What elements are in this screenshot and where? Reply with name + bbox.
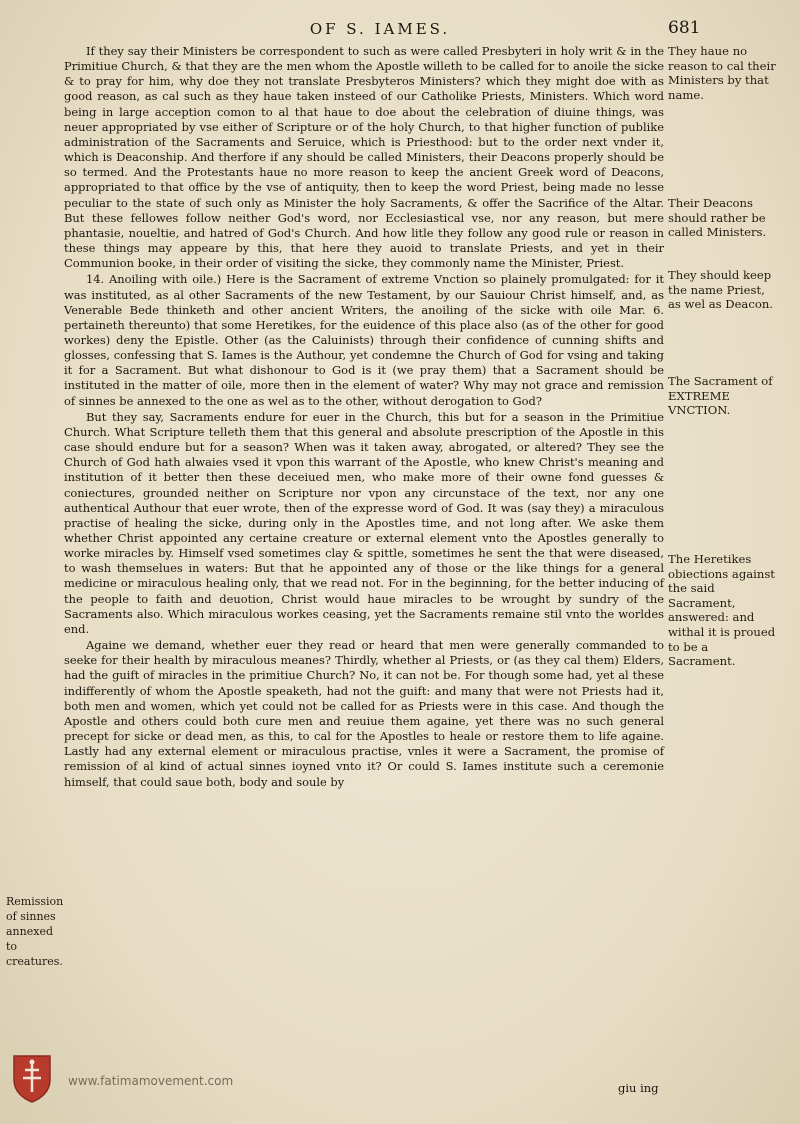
papal-arms-icon [10,1052,54,1104]
paragraph-extreme-unction: 14. Anoiling with oile.) Here is the Sacrament of extreme Vnction so plainely promulgated: for it was instituted, as al other Sacraments of the new Testament, by our Sauiour Christ himself, and, as Venerable Bede thinketh and other ancient Writers, the anoiling of the sicke with oile Mar. 6. pertaineth thereunto) that some Heretikes, for the euidence of this place also (as of the other for good workes) deny the Epistle. Other (as the Caluinists) through their confidence of cunning shifts and glosses, confessing that S. Iames is the Authour, yet condemne the Church of God for vsing and taking it for a Sacrament. But what dishonour to God is it (we pray them) that a Sacrament should be instituted in the matter of oile, more then in the element of water? Why may not grace and remission of sinnes be annexed to the one as wel as to the other, without derogation to God? [64,272,664,408]
margin-note-ministers: They haue no reason to cal their Ministers by that name. [668,44,776,102]
paragraph-demand: Againe we demand, whether euer they read or heard that men were generally commanded to seeke for their health by miraculous meanes? Thirdly, whether al Priests, or (as they cal them) Elders, had the guift of miracles in the primitiue Church? No, it can not be. For though some had, yet al these indifferently of whom the Apostle speaketh, had not the guift: and many that were not Priests had it, both men and women, which yet could not be called for as Priests were in this case. And though the Apostle and others could both cure men and reuiue them againe, yet there was no such general precept for sicke or dead men, as this, to cal for the Apostles to heale or restore them to life againe. Lastly had any external element or miraculous practise, vnles it were a Sacrament, the promise of remission of al kind of actual sinnes ioyned vnto it? Or could S. Iames institute such a ceremonie himself, that could saue both, body and soule by [64,638,664,789]
watermark-url: www.fatimamovement.com [68,1074,234,1088]
margin-note-deacons: Their Deacons should rather be called Ministers. [668,196,767,240]
margin-note-remission: Remission of sinnes annexed to creatures. [6,895,64,968]
margin-note-objections: The Heretikes obiections against the said Sacrament, answered: and withal it is proued to be a Sacrament. [668,552,776,669]
page-header [0,20,800,42]
page-number: 681 [668,18,701,38]
margin-note-priest: They should keep the name Priest, as wel as Deacon. [668,268,773,312]
running-title: OF S. IAMES. [309,20,451,38]
main-text [64,44,664,791]
paragraph-objections: But they say, Sacraments endure for euer in the Church, this but for a season in the Primitiue Church. What Scripture telleth them that this general and absolute prescription of the Apostle in this case should endure but for a season? When was it taken away, abrogated, or altered? They see the Church of God hath alwaies vsed it vpon this warrant of the Apostle, who knew Christ's meaning and institution of it better then these deceiued men, who make more of their owne fond guesses & coniectures, grounded neither on Scripture nor vpon any circunstace of the text, nor any one authentical Authour that euer wrote, then of the expresse word of God. It was (say they) a miraculous practise of healing the sicke, during only in the Apostles time, and not long after. We aske them whether Christ appointed any certaine creature or external element vnto the Apostles generally to worke miracles by. Himself vsed sometimes clay & spittle, sometimes he sent the that were diseased, to wash themselues in waters: But that he appointed any of those or the like things for a general medicine or miraculous healing only, that we read not. For in the beginning, for the better inducing of the people to faith and deuotion, Christ would haue miracles to be wrought by sundry of the Sacraments also. Which miraculous workes ceasing, yet the Sacraments remaine stil vnto the worldes end. [64,409,664,636]
catchword: giu ing [618,1081,659,1095]
margin-note-extreme-unction: The Sacrament of EXTREME VNCTION. [668,374,773,418]
paragraph-ministers: If they say their Ministers be correspondent to such as were called Presbyteri in holy writ & in the Primitiue Church, & that they are the men whom the Apostle willeth to be called for to anoile the sicke & to pray for him, why doe they not translate Presbyteros Ministers? which they might doe with as good reason, as cal such as they haue taken insteed of our Catholike Priests, Ministers. Which word being in large acception comon to al that haue to doe about the celebration of diuine things, was neuer appropriated by vse either of Scripture or of the holy Church, to that higher function of publike administration of the Sacraments and Seruice, which is Priesthood: but to the order next vnder it, which is Deaconship. And therfore if any should be called Ministers, their Deacons properly should be so termed. And the Protestants haue no more reason to keep the ancient Greek word of Deacons, appropriated to that office by the vse of antiquity, then to keep the word Priest, being made no lesse peculiar to the state of such only as Minister the holy Sacraments, & offer the Sacrifice of the Altar. But these fellowes follow neither God's word, nor Ecclesiastical vse, nor any reason, but mere phantasie, noueltie, and hatred of God's Church. And how litle they follow any good rule or reason in these things may appeare by this, that here they auoid to translate Priests, and yet in their Communion booke, in their order of visiting the sicke, they commonly name the Minister, Priest. [64,44,664,271]
